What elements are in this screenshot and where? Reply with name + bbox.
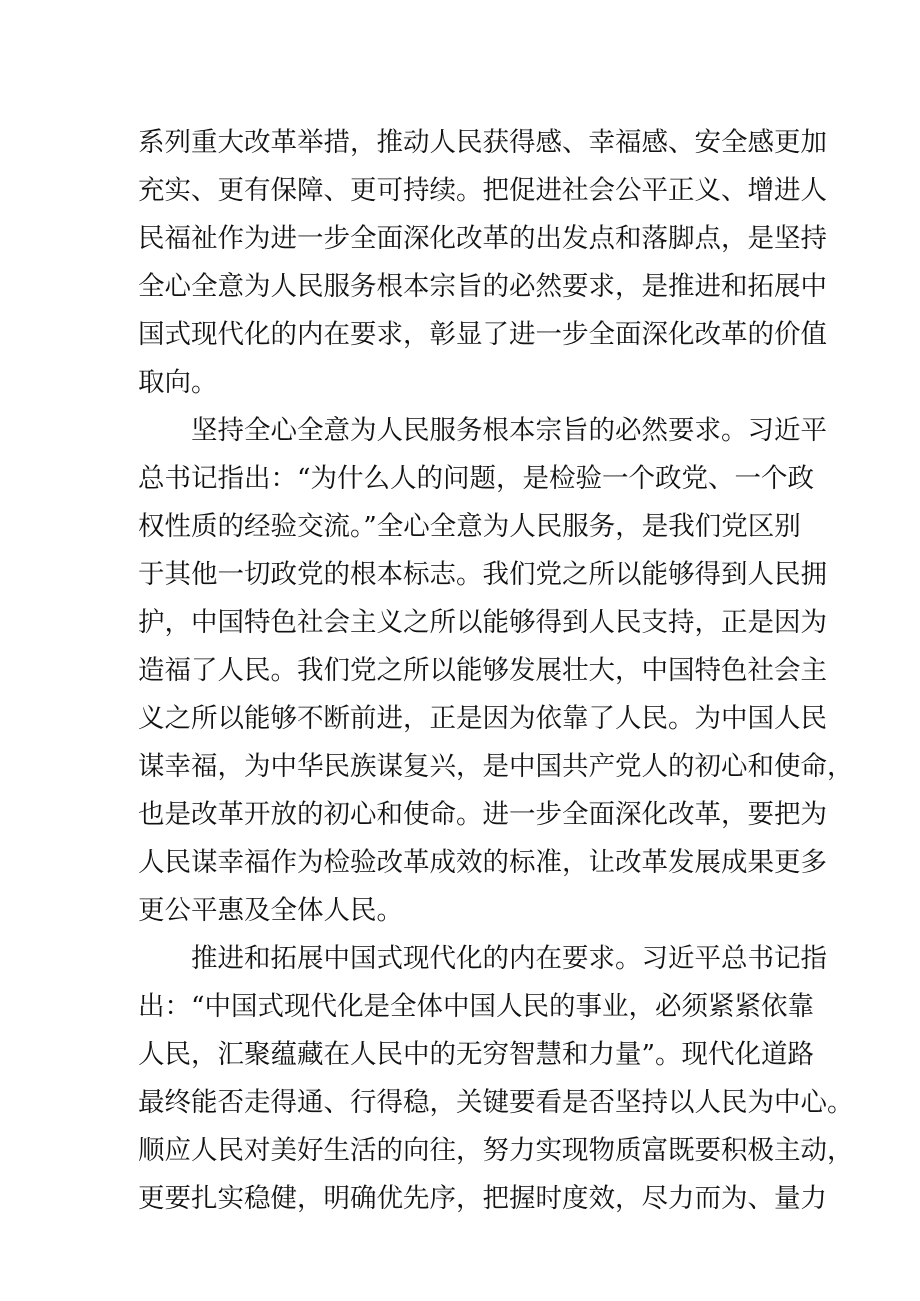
- text-line: 谋幸福，为中华民族谋复兴，是中国共产党人的初心和使命，: [138, 751, 854, 782]
- text-line: 坚持全心全意为人民服务根本宗旨的必然要求。习近平: [191, 415, 827, 446]
- paragraph-1: [138, 119, 827, 407]
- text-line: 推进和拓展中国式现代化的内在要求。习近平总书记指: [191, 943, 827, 974]
- text-line: 最终能否走得通、行得稳，关键要看是否坚持以人民为中心。: [138, 1087, 854, 1118]
- text-line: 造福了人民。我们党之所以能够发展壮大，中国特色社会主: [138, 655, 827, 686]
- text-line: 民福祉作为进一步全面深化改革的出发点和落脚点，是坚持: [138, 223, 827, 254]
- text-line: 人民谋幸福作为检验改革成效的标准，让改革发展成果更多: [138, 847, 827, 878]
- paragraph-2: [138, 407, 854, 935]
- text-line: 总书记指出：“为什么人的问题，是检验一个政党、一个政: [138, 463, 815, 494]
- text-line: 系列重大改革举措，推动人民获得感、幸福感、安全感更加: [138, 127, 827, 158]
- text-line: 充实、更有保障、更可持续。把促进社会公平正义、增进人: [138, 175, 827, 206]
- paragraph-3: [138, 935, 854, 1223]
- text-line: 权性质的经验交流。”全心全意为人民服务，是我们党区别: [138, 511, 801, 542]
- text-line: 护，中国特色社会主义之所以能够得到人民支持，正是因为: [138, 607, 827, 638]
- text-line: 出：“中国式现代化是全体中国人民的事业，必须紧紧依靠: [138, 991, 815, 1022]
- document-body: [138, 119, 854, 1223]
- text-line: 人民，汇聚蕴藏在人民中的无穷智慧和力量”。现代化道路: [138, 1039, 815, 1070]
- text-line: 全心全意为人民服务根本宗旨的必然要求，是推进和拓展中: [138, 271, 827, 302]
- text-line: 顺应人民对美好生活的向往，努力实现物质富既要积极主动，: [138, 1135, 854, 1166]
- text-line: 于其他一切政党的根本标志。我们党之所以能够得到人民拥: [138, 559, 827, 590]
- text-line: 也是改革开放的初心和使命。进一步全面深化改革，要把为: [138, 799, 827, 830]
- text-line: 更要扎实稳健，明确优先序，把握时度效，尽力而为、量力: [138, 1183, 827, 1214]
- text-line: 取向。: [138, 367, 218, 398]
- text-line: 国式现代化的内在要求，彰显了进一步全面深化改革的价值: [138, 319, 827, 350]
- text-line: 更公平惠及全体人民。: [138, 895, 403, 926]
- text-line: 义之所以能够不断前进，正是因为依靠了人民。为中国人民: [138, 703, 827, 734]
